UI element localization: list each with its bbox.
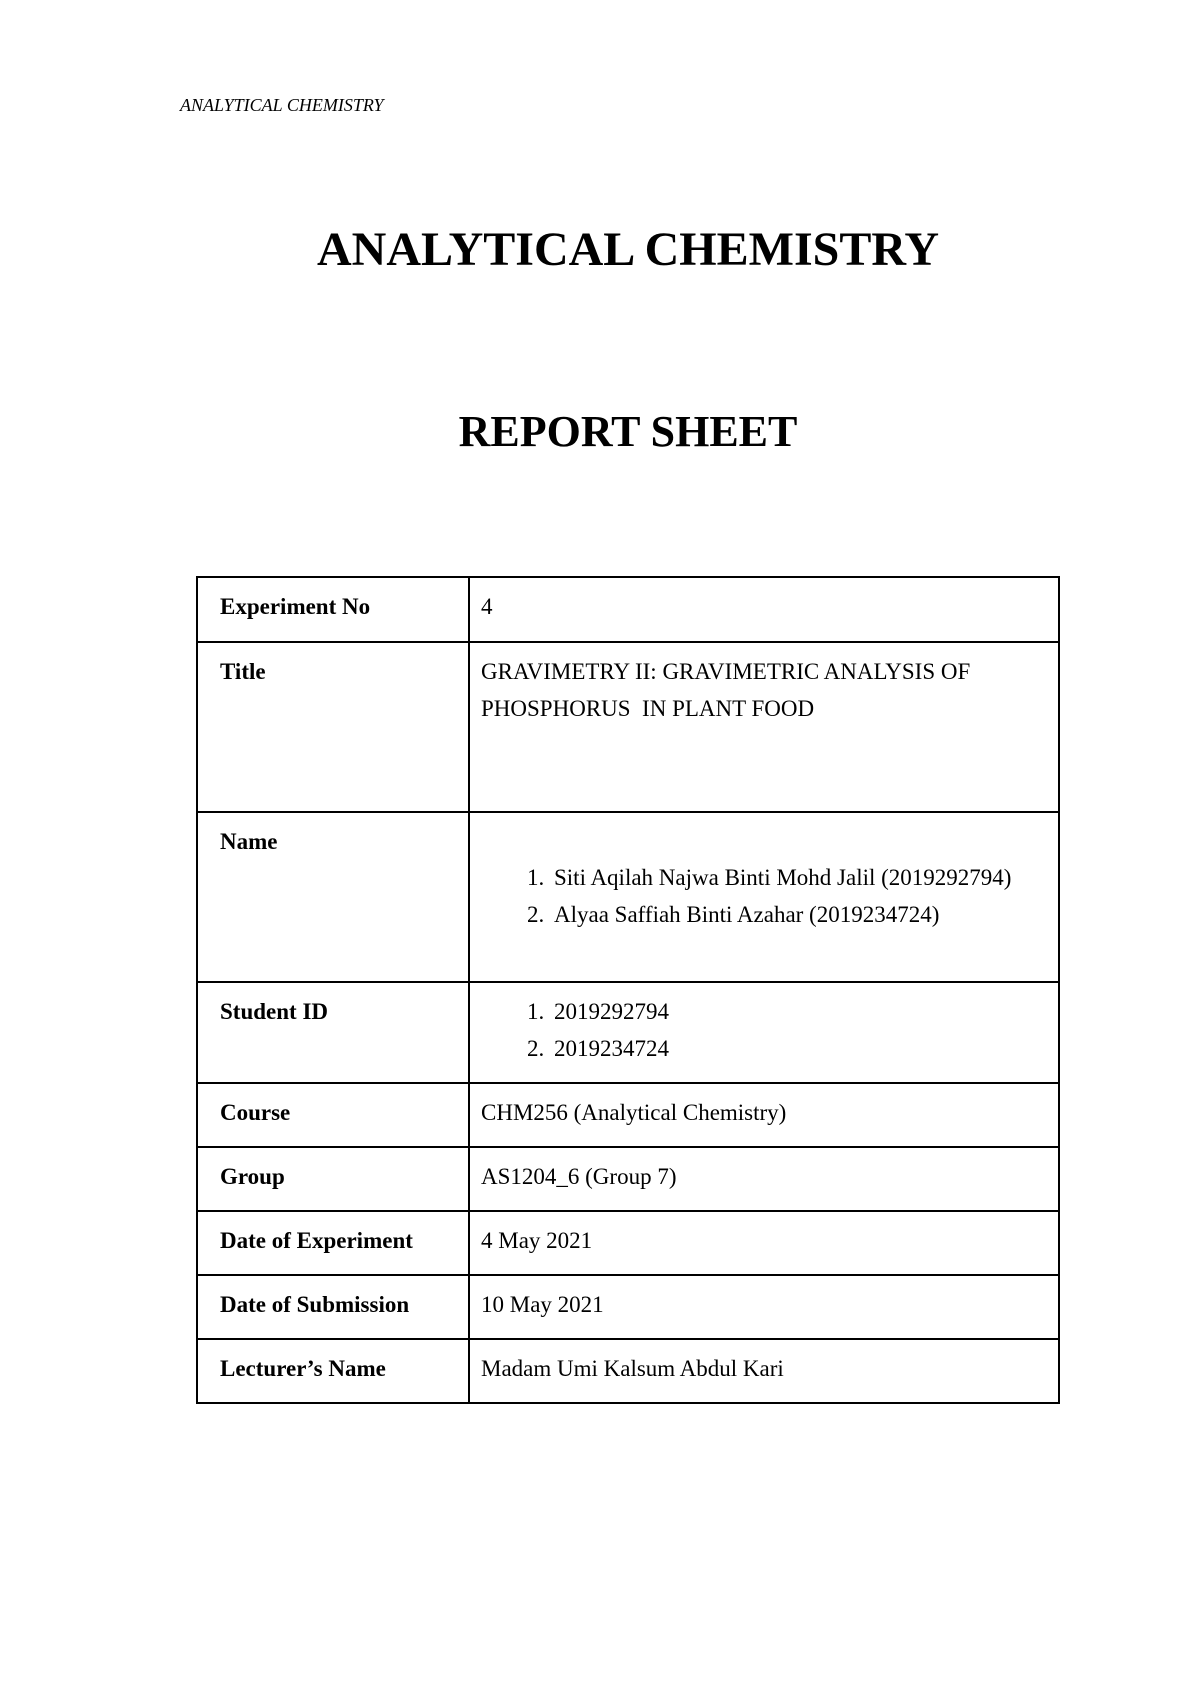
table-row-date-of-submission — [197, 1275, 1059, 1339]
date-of-experiment-label: Date of Experiment — [197, 1211, 469, 1275]
name-list-item: 2. Alyaa Saffiah Binti Azahar (2019234724) — [550, 896, 1048, 933]
name-list-item: 1. Siti Aqilah Najwa Binti Mohd Jalil (2019292794) — [550, 859, 1048, 896]
title-value-line-2: PHOSPHORUS IN PLANT FOOD — [481, 696, 815, 721]
table-row-lecturer — [197, 1339, 1059, 1403]
table-row-student-id — [197, 982, 1059, 1083]
name-list — [481, 859, 1048, 933]
table-row-date-of-experiment — [197, 1211, 1059, 1275]
name-value — [469, 812, 1059, 982]
table-row-title — [197, 642, 1059, 812]
date-of-submission-label: Date of Submission — [197, 1275, 469, 1339]
title-label: Title — [197, 642, 469, 812]
table-row-experiment-no — [197, 577, 1059, 642]
report-info-table — [196, 576, 1060, 1404]
student-id-label: Student ID — [197, 982, 469, 1083]
title-value — [469, 642, 1059, 812]
experiment-no-label: Experiment No — [197, 577, 469, 642]
student-id-value — [469, 982, 1059, 1083]
date-of-experiment-value: 4 May 2021 — [469, 1211, 1059, 1275]
running-header: ANALYTICAL CHEMISTRY — [180, 95, 384, 115]
title-value-line-1: GRAVIMETRY II: GRAVIMETRIC ANALYSIS OF — [481, 659, 971, 684]
table-row-course — [197, 1083, 1059, 1147]
name-label: Name — [197, 812, 469, 982]
student-id-list — [481, 993, 1048, 1067]
table-row-name — [197, 812, 1059, 982]
table-row-group — [197, 1147, 1059, 1211]
student-id-list-item: 2. 2019234724 — [550, 1030, 1048, 1067]
group-value: AS1204_6 (Group 7) — [469, 1147, 1059, 1211]
lecturer-value: Madam Umi Kalsum Abdul Kari — [469, 1339, 1059, 1403]
course-label: Course — [197, 1083, 469, 1147]
experiment-no-value: 4 — [469, 577, 1059, 642]
date-of-submission-value: 10 May 2021 — [469, 1275, 1059, 1339]
course-value: CHM256 (Analytical Chemistry) — [469, 1083, 1059, 1147]
student-id-list-item: 1. 2019292794 — [550, 993, 1048, 1030]
document-title: ANALYTICAL CHEMISTRY — [316, 223, 939, 276]
lecturer-label: Lecturer’s Name — [197, 1339, 469, 1403]
group-label: Group — [197, 1147, 469, 1211]
document-subtitle: REPORT SHEET — [458, 407, 798, 456]
